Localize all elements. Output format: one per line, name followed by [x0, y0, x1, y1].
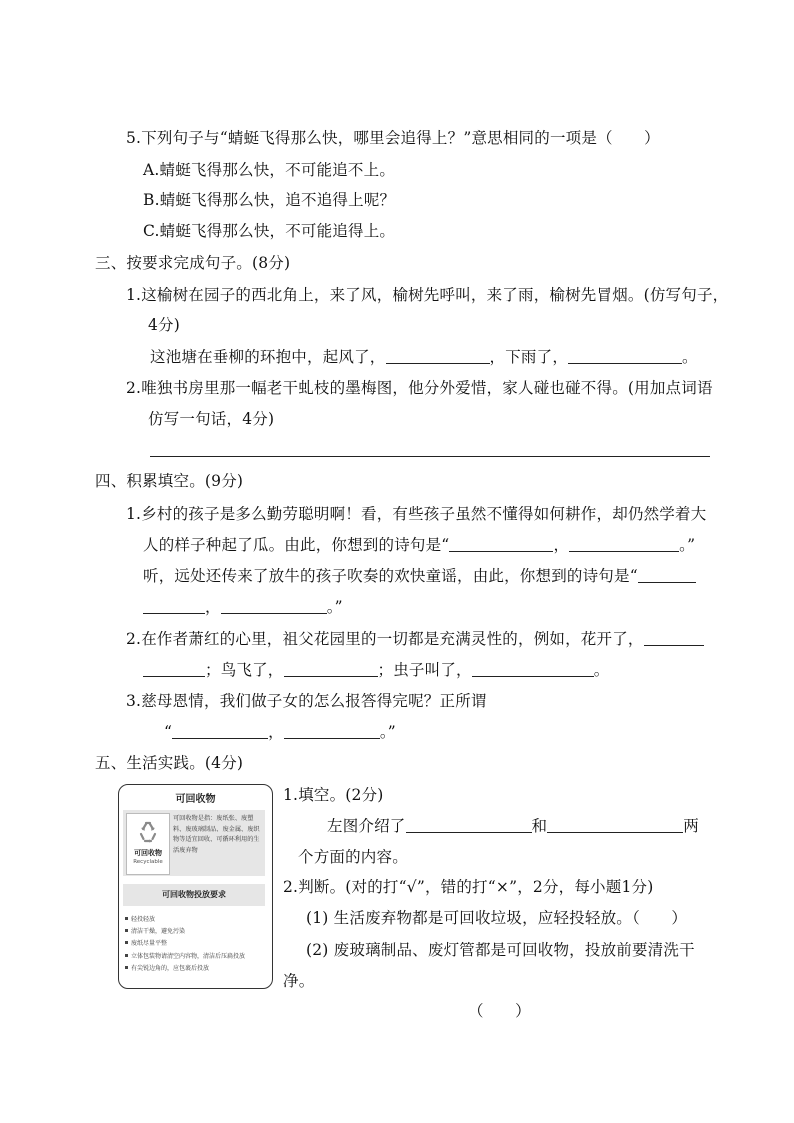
answer-blank[interactable]: [449, 535, 553, 552]
poster-rule: 废纸尽量平整: [125, 938, 267, 950]
answer-blank[interactable]: [172, 722, 268, 739]
s3-q2-line2: 仿写一句话，4分): [148, 410, 275, 428]
recycle-icon: [136, 820, 160, 844]
answer-blank[interactable]: [638, 566, 696, 583]
poster-rule: 清洁干燥，避免污染: [125, 926, 267, 938]
s4-q1-line2: 人的样子种起了瓜。由此，你想到的诗句是“ ， 。”: [143, 536, 696, 554]
answer-blank[interactable]: [386, 347, 490, 364]
s4-q2-line1: 2.在作者萧红的心里，祖父花园里的一切都是充满灵性的，例如，花开了，: [126, 628, 704, 650]
answer-blank[interactable]: [472, 660, 594, 677]
s4-q1-line3: 听，远处还传来了放牛的孩子吹奏的欢快童谣，由此，你想到的诗句是“: [143, 565, 696, 587]
s5-judge-2-line1: (2) 废玻璃制品、废灯管都是可回收物，投放前要清洗干: [306, 941, 695, 959]
poster-rules: [125, 914, 267, 975]
q5-option-b: B.蜻蜓飞得那么快，追不追得上呢？: [143, 191, 396, 209]
s5-judge-2-answer[interactable]: （ ）: [468, 1002, 531, 1020]
bullet-icon: [125, 929, 128, 932]
s3-q1-line2: 4分): [148, 316, 181, 334]
poster-title: 可回收物: [175, 794, 216, 805]
bullet-icon: [125, 966, 128, 969]
answer-blank[interactable]: [143, 597, 205, 614]
poster-rule: 有尖锐边角的，应包裹后投放: [125, 963, 267, 975]
answer-blank[interactable]: [143, 660, 205, 677]
s5-fill-title: 1.填空。(2分): [283, 786, 384, 804]
answer-line[interactable]: [150, 456, 710, 457]
s5-fill-line1: 左图介绍了 和 两: [327, 817, 699, 835]
tile-label: 可回收物: [134, 849, 162, 857]
bullet-icon: [125, 917, 128, 920]
section-5-title: 五、生活实践。(4分): [95, 754, 244, 772]
bullet-icon: [125, 954, 128, 957]
answer-blank[interactable]: [406, 816, 532, 833]
q5-option-a: A.蜻蜓飞得那么快，不可能追不上。: [143, 161, 396, 179]
q5-option-c: C.蜻蜓飞得那么快，不可能追得上。: [143, 222, 396, 240]
s4-q1-line4: ， 。”: [143, 596, 343, 618]
s4-q2-line2: ；鸟飞了， ；虫子叫了， 。: [143, 659, 609, 681]
answer-blank[interactable]: [568, 347, 682, 364]
s5-fill-line2: 个方面的内容。: [298, 848, 408, 866]
answer-blank[interactable]: [547, 816, 683, 833]
poster-rule: 立体包装物请清空内容物，清洁后压扁投放: [125, 951, 267, 963]
s5-judge-title: 2.判断。(对的打“√”，错的打“×”，2分，每小题1分): [283, 878, 654, 896]
poster-definition-box: [123, 810, 265, 876]
poster-definition: 可回收物是指：废纸张、废塑料、废玻璃制品、废金属、废织物等适宜回收、可循环利用的生活废弃物: [173, 815, 260, 854]
s4-q3-line2: “ ， 。”: [164, 723, 396, 741]
s4-q3-line1: 3.慈母恩情，我们做子女的怎么报答得完呢？正所谓: [126, 692, 487, 710]
recyclables-poster: [118, 784, 273, 989]
poster-requirements-title: 可回收物投放要求: [123, 884, 265, 906]
s5-judge-1: (1) 生活废弃物都是可回收垃圾，应轻投轻放。（ ）: [306, 909, 688, 927]
recycle-tile: [126, 813, 170, 875]
q5-stem: 5.下列句子与“蜻蜓飞得那么快，哪里会追得上？”意思相同的一项是（ ）: [126, 129, 660, 147]
section-3-title: 三、按要求完成句子。(8分): [95, 254, 291, 272]
answer-blank[interactable]: [569, 535, 679, 552]
s3-q2-line1: 2.唯独书房里那一幅老干虬枝的墨梅图，他分外爱惜，家人碰也碰不得。(用加点词语: [126, 379, 713, 397]
answer-blank[interactable]: [221, 597, 327, 614]
s3-q1-fill: 这池塘在垂柳的环抱中，起风了， ，下雨了， 。: [150, 348, 698, 366]
s4-q1-line1: 1.乡村的孩子是多么勤劳聪明啊！看，有些孩子虽然不懂得如何耕作，却仍然学着大: [126, 505, 707, 523]
answer-blank[interactable]: [644, 629, 704, 646]
poster-rule: 轻投轻放: [125, 914, 267, 926]
section-4-title: 四、积累填空。(9分): [95, 472, 244, 490]
tile-label-en: Recyclable: [133, 859, 163, 865]
bullet-icon: [125, 941, 128, 944]
s5-judge-2-line2: 净。: [283, 972, 315, 990]
s3-q1-line1: 1.这榆树在园子的西北角上，来了风，榆树先呼叫，来了雨，榆树先冒烟。(仿写句子，: [126, 286, 729, 304]
answer-blank[interactable]: [284, 660, 378, 677]
answer-blank[interactable]: [284, 722, 380, 739]
